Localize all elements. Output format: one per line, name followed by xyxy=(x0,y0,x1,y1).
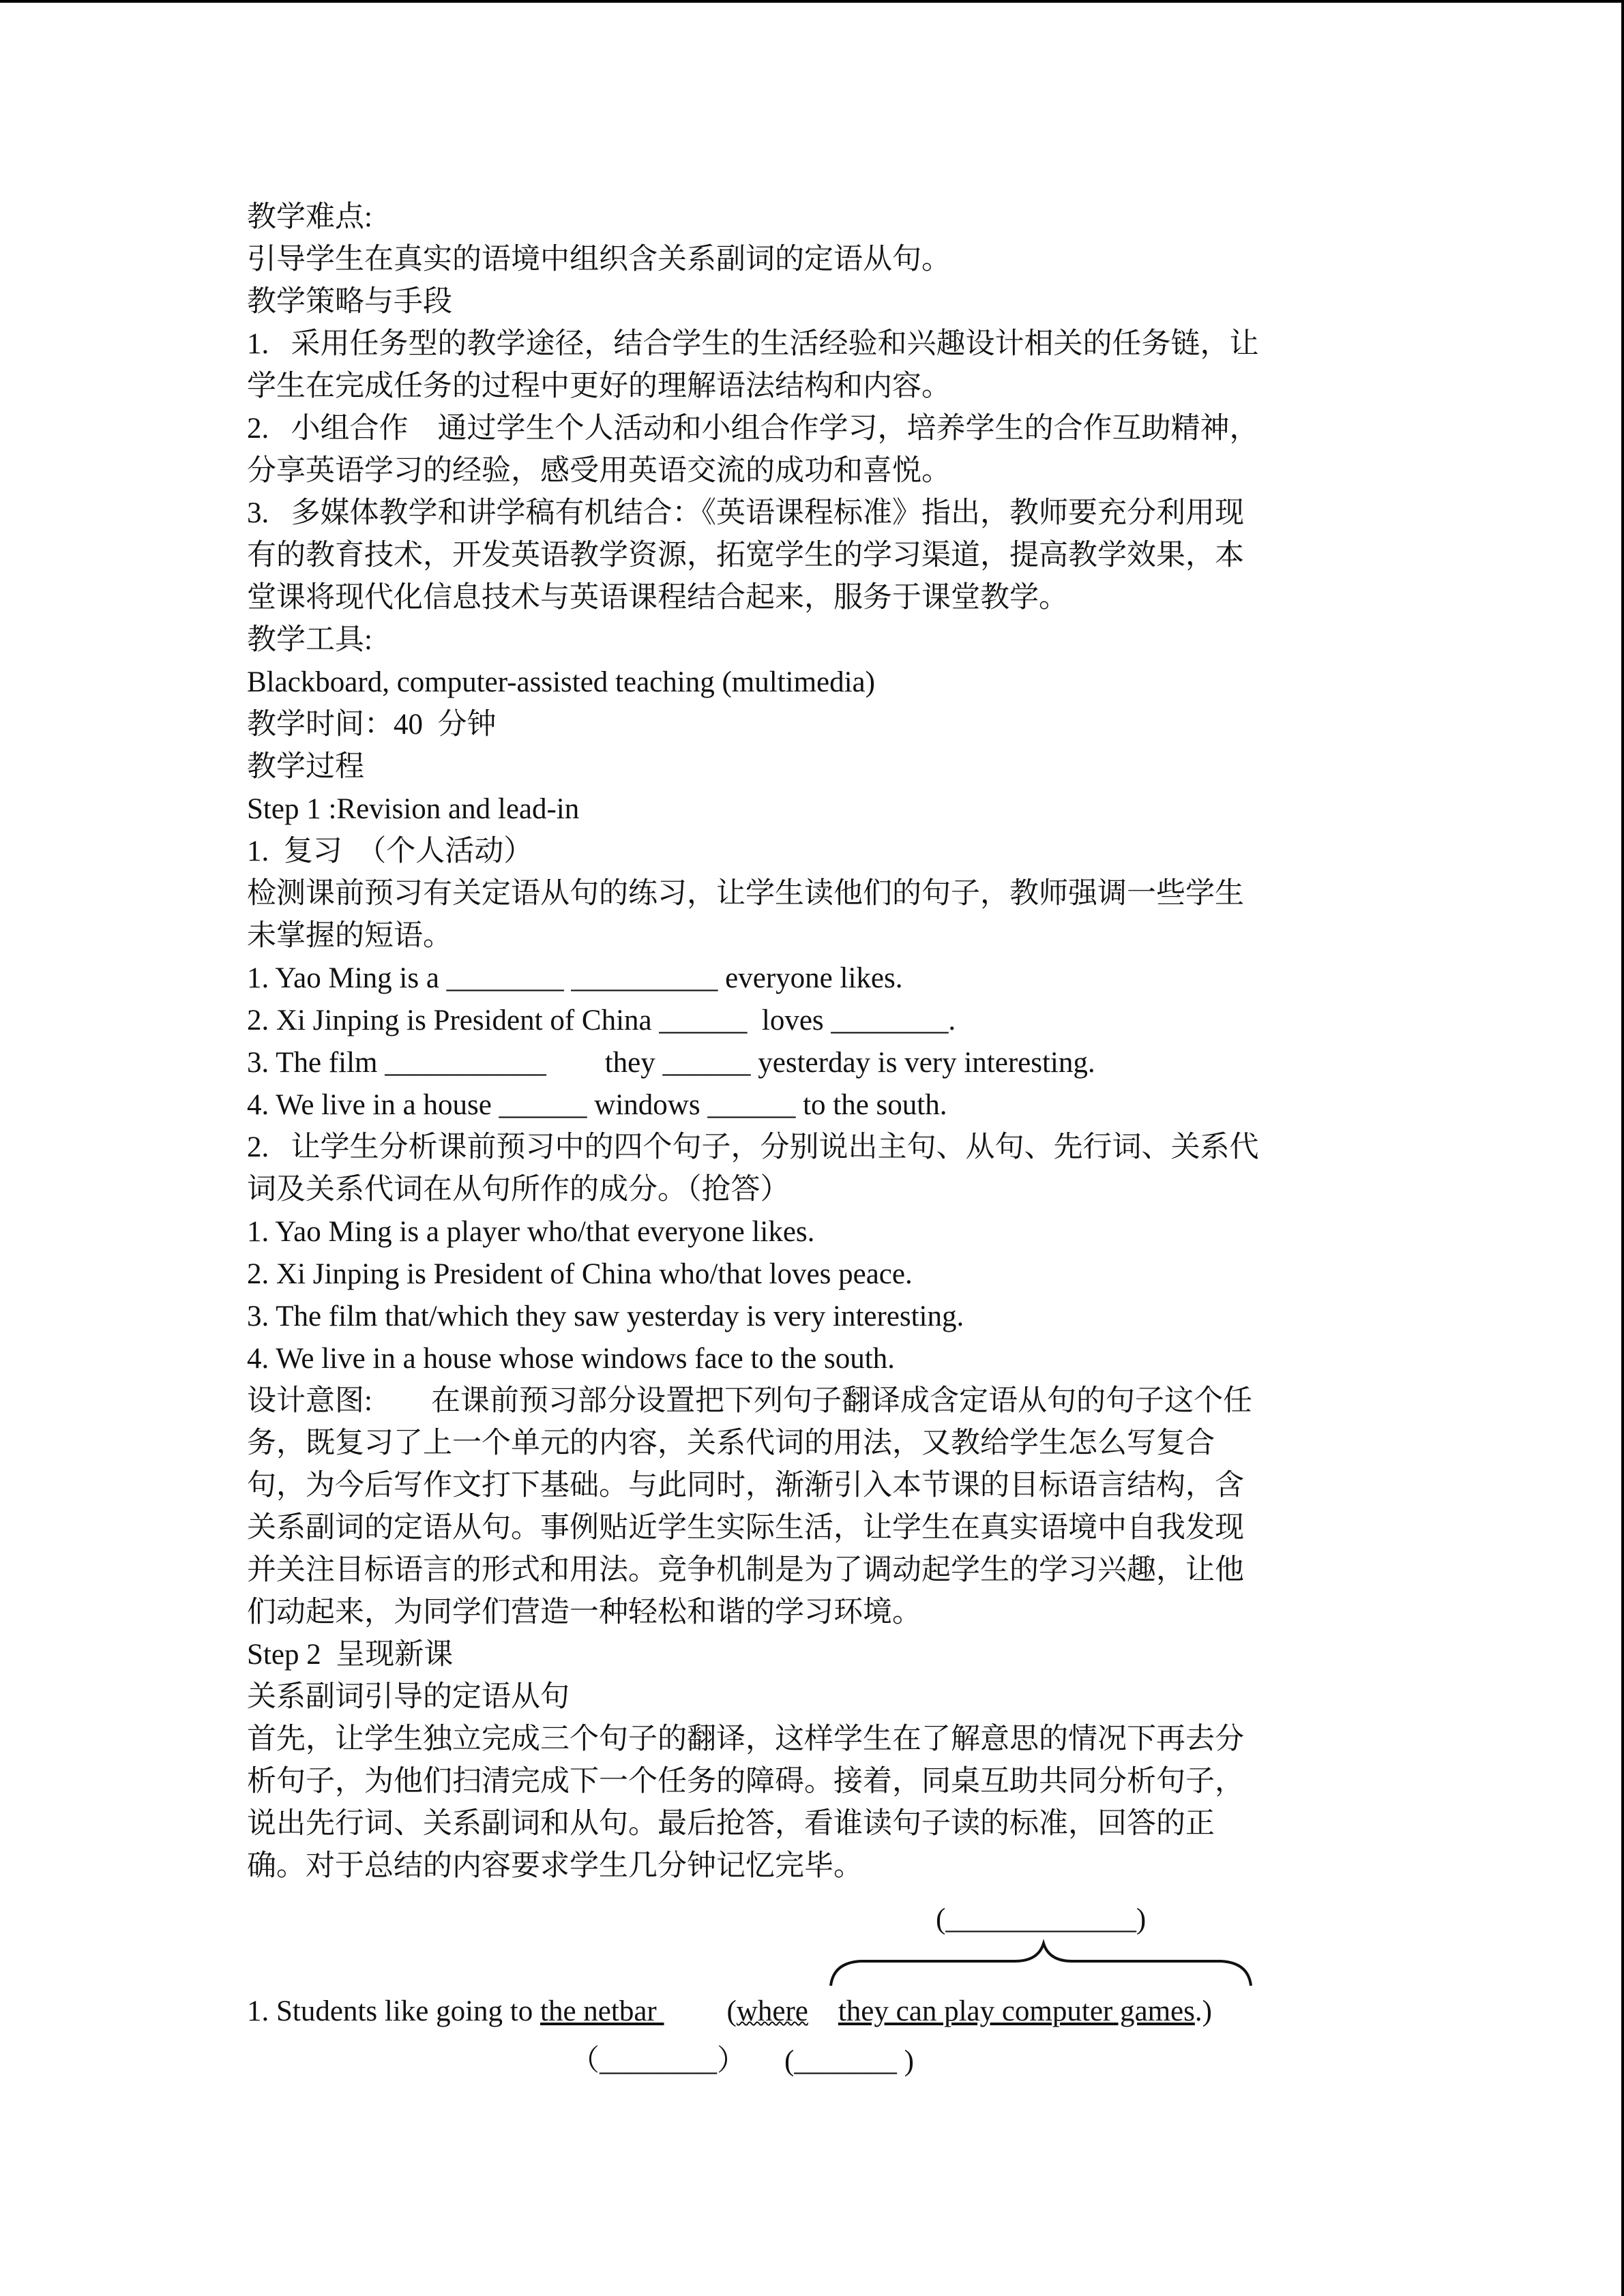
sentence-start: 1. Students like going to xyxy=(247,1995,540,2027)
strategy-item3-line2: 有的教育技术，开发英语教学资源，拓宽学生的学习渠道，提高教学效果，本 xyxy=(247,539,1244,571)
antecedent: the netbar xyxy=(540,1995,664,2027)
clause-brace xyxy=(831,1943,1251,1986)
tools-heading: 教学工具: xyxy=(247,624,372,656)
exercise-3: 3. The film ___________ they ______ yesterday is very interesting. xyxy=(247,1047,1095,1079)
step1-sub2-line2: 词及关系代词在从句所作的成分。（抢答） xyxy=(247,1174,790,1206)
strategy-item1-line1: 1. 采用任务型的教学途径，结合学生的生活经验和兴趣设计相关的任务链，让 xyxy=(247,328,1259,360)
step1-sub1-desc-line1: 检测课前预习有关定语从句的练习，让学生读他们的句子，教师强调一些学生 xyxy=(247,878,1244,910)
step2-subtitle: 关系副词引导的定语从句 xyxy=(247,1681,570,1713)
document-body xyxy=(247,196,1379,1888)
diagram-sentence xyxy=(247,1991,1212,2032)
step1-sub2-line1: 2. 让学生分析课前预习中的四个句子，分别说出主句、从句、先行词、关系代 xyxy=(247,1131,1259,1163)
sentence-end: .) xyxy=(1194,1995,1212,2027)
design-intent-line3: 句，为今后写作文打下基础。与此同时，渐渐引入本节课的目标语言结构，含 xyxy=(247,1470,1244,1502)
step1-sub1-desc-line2: 未掌握的短语。 xyxy=(247,920,452,952)
paren-open: ( xyxy=(726,1995,737,2027)
page-border-right xyxy=(1621,0,1624,2296)
answer-2: 2. Xi Jinping is President of China who/that loves peace. xyxy=(247,1258,913,1290)
antecedent-blank: （________） xyxy=(570,2045,746,2077)
attributive-clause: they can play computer games xyxy=(838,1995,1195,2027)
answer-4: 4. We live in a house whose windows face to the south. xyxy=(247,1343,895,1375)
strategy-heading: 教学策略与手段 xyxy=(247,286,452,318)
exercise-1: 1. Yao Ming is a ________ __________ everyone likes. xyxy=(247,962,903,994)
step1-title: Step 1 :Revision and lead-in xyxy=(247,793,580,825)
tools-text: Blackboard, computer-assisted teaching (multimedia) xyxy=(247,666,875,698)
strategy-item2-line1: 2. 小组合作 通过学生个人活动和小组合作学习，培养学生的合作互助精神， xyxy=(247,413,1259,445)
answer-1: 1. Yao Ming is a player who/that everyone likes. xyxy=(247,1216,815,1248)
design-intent-line1: 设计意图: 在课前预习部分设置把下列句子翻译成含定语从句的句子这个任 xyxy=(247,1385,1252,1417)
exercise-4: 4. We live in a house ______ windows ______ to the south. xyxy=(247,1089,947,1121)
strategy-item3-line3: 堂课将现代化信息技术与英语课程结合起来，服务于课堂教学。 xyxy=(247,582,1068,614)
teaching-time: 教学时间：40 分钟 xyxy=(247,709,497,741)
process-heading: 教学过程 xyxy=(247,751,364,783)
difficulty-text: 引导学生在真实的语境中组织含关系副词的定语从句。 xyxy=(247,243,951,275)
exercise-2: 2. Xi Jinping is President of China ______ loves ________. xyxy=(247,1004,956,1037)
strategy-item3-line1: 3. 多媒体教学和讲学稿有机结合：《英语课程标准》指出，教师要充分利用现 xyxy=(247,497,1244,529)
strategy-item1-line2: 学生在完成任务的过程中更好的理解语法结构和内容。 xyxy=(247,370,951,402)
relative-adverb: where xyxy=(736,1995,808,2027)
relative-adverb-blank: (_______ ) xyxy=(784,2045,914,2077)
step2-desc-line2: 析句子，为他们扫清完成下一个任务的障碍。接着，同桌互助共同分析句子， xyxy=(247,1765,1244,1798)
step2-desc-line4: 确。对于总结的内容要求学生几分钟记忆完毕。 xyxy=(247,1850,863,1882)
answer-3: 3. The film that/which they saw yesterday is very interesting. xyxy=(247,1300,964,1332)
step1-sub1: 1. 复习 （个人活动） xyxy=(247,835,533,867)
design-intent-line2: 务，既复习了上一个单元的内容，关系代词的用法，又教给学生怎么写复合 xyxy=(247,1427,1215,1459)
difficulty-heading: 教学难点: xyxy=(247,201,372,233)
strategy-item2-line2: 分享英语学习的经验，感受用英语交流的成功和喜悦。 xyxy=(247,455,951,487)
design-intent-line6: 们动起来，为同学们营造一种轻松和谐的学习环境。 xyxy=(247,1596,921,1628)
step2-desc-line1: 首先，让学生独立完成三个句子的翻译，这样学生在了解意思的情况下再去分 xyxy=(247,1723,1244,1755)
design-intent-line5: 并关注目标语言的形式和用法。竞争机制是为了调动起学生的学习兴趣，让他 xyxy=(247,1554,1244,1586)
step2-title: Step 2 呈现新课 xyxy=(247,1639,454,1671)
diagram-top-label: (_____________) xyxy=(936,1903,1147,1935)
design-intent-line4: 关系副词的定语从句。事例贴近学生实际生活，让学生在真实语境中自我发现 xyxy=(247,1512,1244,1544)
page-border-top xyxy=(0,0,1624,3)
step2-desc-line3: 说出先行词、关系副词和从句。最后抢答，看谁读句子读的标准，回答的正 xyxy=(247,1808,1215,1840)
